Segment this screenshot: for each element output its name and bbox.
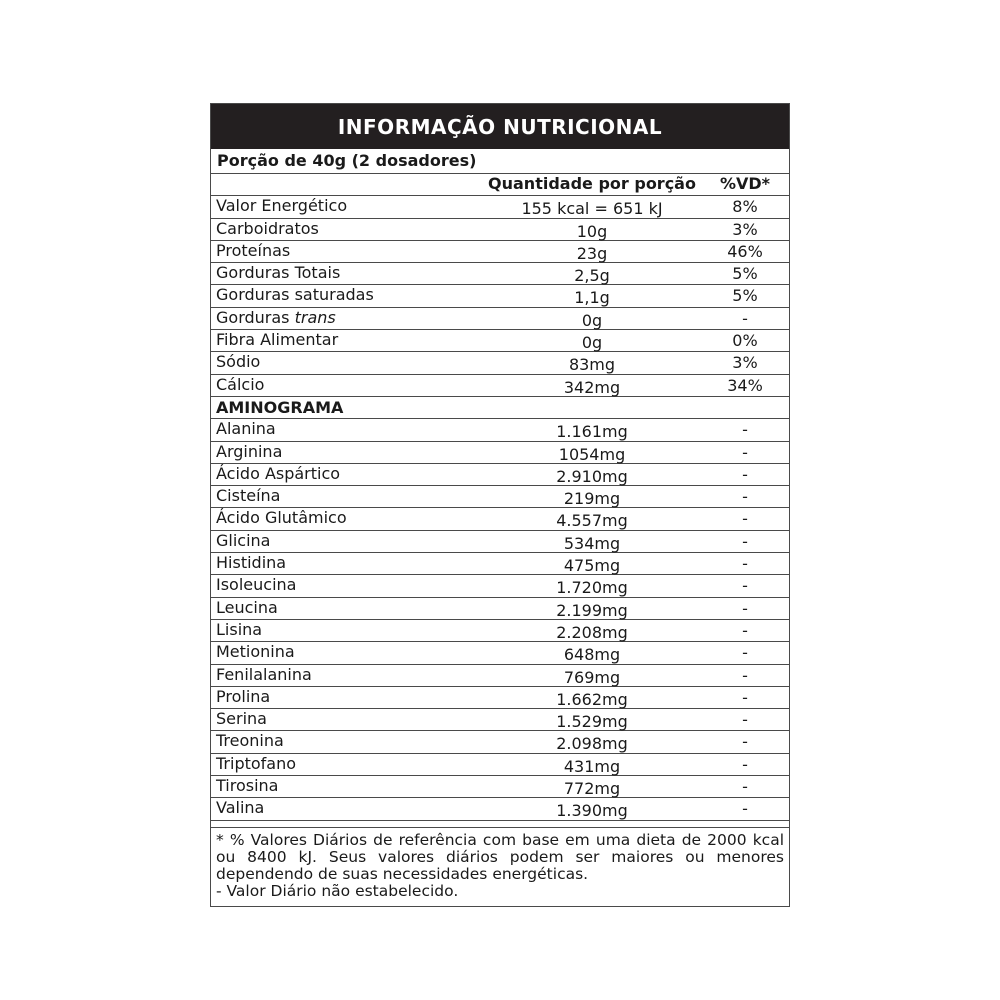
nutrient-daily-value: 3% [732,219,758,239]
aminoacid-quantity: 1.390mg [556,801,628,821]
nutrient-row [211,219,789,241]
aminogram-row [211,442,789,464]
aminogram-row [211,754,789,776]
nutrient-name: Carboidratos [216,218,319,238]
footnote-daily-values: * % Valores Diários de referência com base em uma dieta de 2000 kcal ou 8400 kJ. Seus valores diários podem ser maiores ou menores dependendo de suas necessidades energéticas. [216,830,784,883]
aminoacid-daily-value: - [742,464,748,484]
aminogram-row [211,665,789,687]
nutrient-name: Cálcio [216,374,265,394]
nutrient-row [211,352,789,374]
aminoacid-daily-value: - [742,799,748,819]
aminoacid-name: Histidina [216,553,287,573]
aminoacid-daily-value: - [742,509,748,529]
footnote [211,827,789,906]
nutrient-daily-value: 3% [732,353,758,373]
aminogram-row [211,553,789,575]
nutrient-quantity: 342mg [563,377,621,397]
nutrient-row [211,263,789,285]
nutrient-row [211,285,789,307]
nutrient-daily-value: 34% [727,375,763,395]
aminoacid-daily-value: - [742,754,748,774]
label-title: INFORMAÇÃO NUTRICIONAL [211,104,789,149]
aminoacid-quantity: 772mg [563,779,621,799]
nutrient-name: Fibra Alimentar [216,330,339,350]
aminogram-row [211,464,789,486]
aminogram-row [211,709,789,731]
aminoacid-name: Ácido Aspártico [216,463,341,483]
aminoacid-daily-value: - [742,777,748,797]
aminoacid-quantity: 769mg [563,667,621,687]
aminoacid-daily-value: - [742,531,748,551]
nutrient-daily-value: 5% [732,286,758,306]
aminogram-row [211,531,789,553]
nutrient-name-prefix: Gorduras [216,307,295,327]
nutrient-name [211,308,483,329]
nutrient-quantity: 1,1g [574,288,610,308]
aminoacid-name: Tirosina [216,776,279,796]
aminogram-row [211,620,789,642]
aminogram-row [211,508,789,530]
nutrient-daily-value: 5% [732,264,758,284]
nutrient-quantity: 23g [576,243,608,263]
aminoacid-quantity: 2.098mg [556,734,628,754]
nutrient-daily-value: 46% [727,241,763,261]
aminoacid-quantity: 431mg [563,756,621,776]
nutrient-name: Sódio [216,352,261,372]
aminogram-row [211,798,789,820]
aminogram-row [211,486,789,508]
aminoacid-quantity: 475mg [563,556,621,576]
aminoacid-name: Isoleucina [216,575,297,595]
aminoacid-quantity: 1.161mg [556,422,628,442]
aminoacid-name: Leucina [216,597,278,617]
nutrient-row [211,330,789,352]
nutrition-facts-label [210,103,790,907]
aminoacid-name: Triptofano [216,753,297,773]
nutrient-daily-value: 8% [732,197,758,217]
aminogram-heading: AMINOGRAMA [211,397,789,419]
aminoacid-quantity: 219mg [563,489,621,509]
aminoacid-name: Arginina [216,441,283,461]
aminoacid-daily-value: - [742,598,748,618]
nutrient-quantity: 0g [581,310,603,330]
column-header-quantity: Quantidade por porção [488,174,696,193]
aminoacid-quantity: 534mg [563,533,621,553]
nutrient-daily-value: 0% [732,331,758,351]
aminoacid-daily-value: - [742,732,748,752]
aminoacid-daily-value: - [742,665,748,685]
aminogram-row [211,687,789,709]
aminoacid-name: Metionina [216,642,295,662]
aminogram-row [211,642,789,664]
aminoacid-quantity: 4.557mg [556,511,628,531]
nutrient-name: Proteínas [216,240,291,260]
aminoacid-daily-value: - [742,487,748,507]
aminoacid-quantity: 1.529mg [556,712,628,732]
aminoacid-daily-value: - [742,643,748,663]
aminoacid-daily-value: - [742,620,748,640]
aminoacid-quantity: 1054mg [558,444,626,464]
aminoacid-daily-value: - [742,554,748,574]
aminoacid-quantity: 1.662mg [556,689,628,709]
aminogram-row [211,419,789,441]
aminoacid-daily-value: - [742,687,748,707]
aminoacid-quantity: 2.910mg [556,466,628,486]
nutrient-name-italic: trans [294,307,336,327]
nutrient-row [211,196,789,218]
nutrient-quantity: 83mg [568,355,616,375]
nutrient-daily-value: - [742,308,748,328]
column-header-row [211,174,789,196]
aminoacid-name: Treonina [216,731,284,751]
nutrient-quantity: 0g [581,333,603,353]
aminoacid-daily-value: - [742,442,748,462]
aminoacid-quantity: 2.199mg [556,600,628,620]
aminoacid-quantity: 648mg [563,645,621,665]
aminogram-row [211,731,789,753]
aminoacid-quantity: 2.208mg [556,622,628,642]
aminoacid-name: Cisteína [216,486,281,506]
aminogram-row [211,598,789,620]
nutrient-name: Gorduras saturadas [216,285,374,305]
portion-size: Porção de 40g (2 dosadores) [211,149,789,174]
aminoacid-name: Prolina [216,686,271,706]
nutrient-quantity: 10g [576,221,608,241]
aminoacid-daily-value: - [742,710,748,730]
column-header-name [211,174,483,195]
nutrient-name: Gorduras Totais [216,263,341,283]
aminoacid-name: Alanina [216,419,276,439]
aminoacid-name: Ácido Glutâmico [216,508,347,528]
aminoacid-name: Serina [216,709,267,729]
aminogram-row [211,575,789,597]
nutrient-quantity: 155 kcal = 651 kJ [521,199,663,219]
nutrient-row [211,241,789,263]
aminoacid-name: Glicina [216,530,271,550]
aminoacid-name: Fenilalanina [216,664,312,684]
aminoacid-daily-value: - [742,576,748,596]
aminoacid-name: Lisina [216,619,263,639]
nutrient-name: Valor Energético [216,196,348,216]
nutrient-row [211,308,789,330]
nutrient-quantity: 2,5g [574,266,610,286]
aminogram-row [211,776,789,798]
aminoacid-name: Valina [216,798,265,818]
aminoacid-quantity: 1.720mg [556,578,628,598]
nutrient-row [211,375,789,397]
footnote-not-established: - Valor Diário não estabelecido. [216,881,459,900]
column-header-daily-value: %VD* [719,174,771,193]
aminogram-table [211,419,789,820]
aminoacid-daily-value: - [742,420,748,440]
